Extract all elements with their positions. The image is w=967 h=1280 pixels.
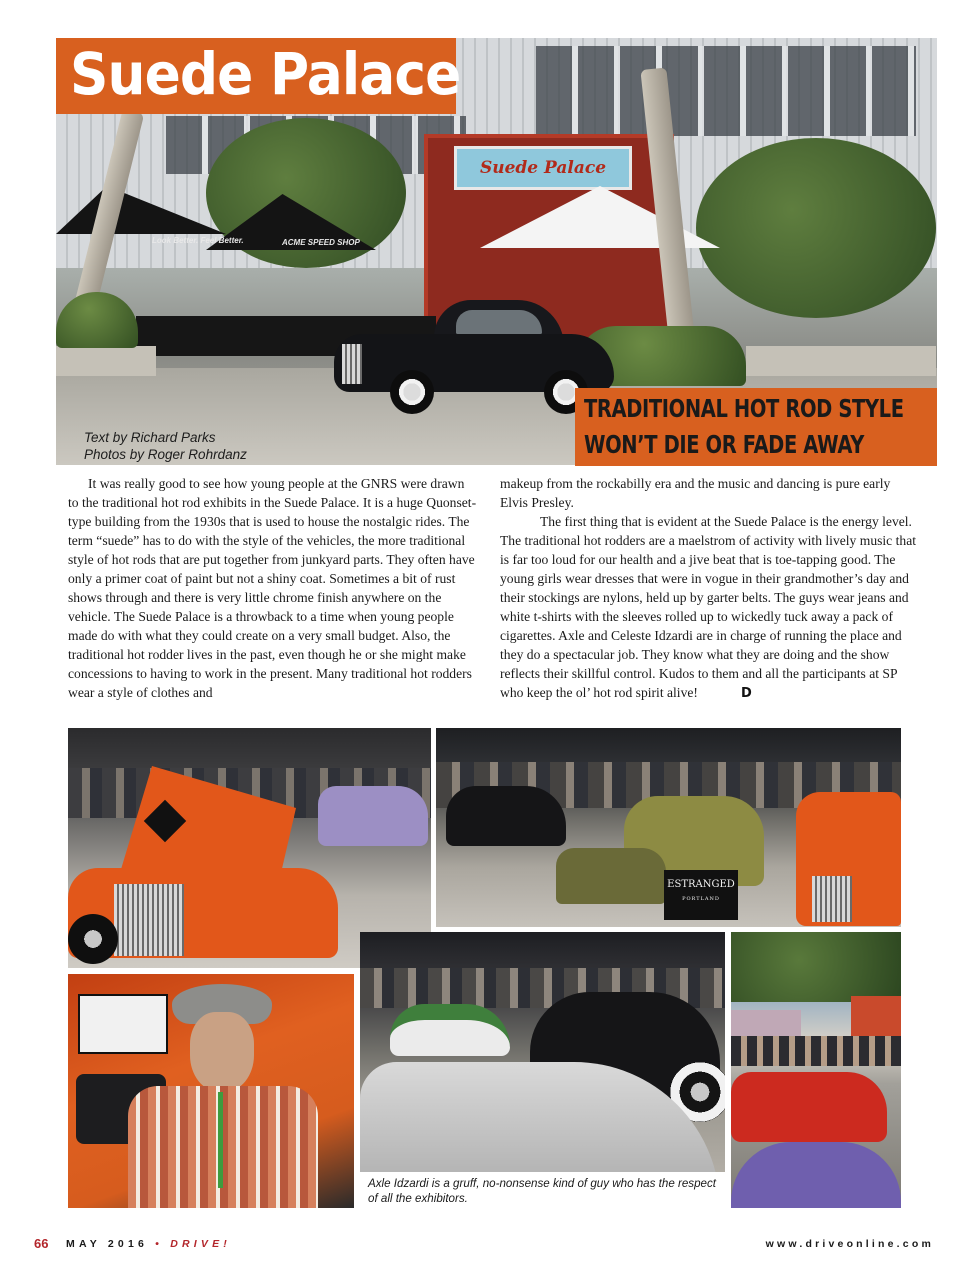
building-windows-right bbox=[536, 46, 916, 136]
tree-canopy-right bbox=[696, 138, 936, 318]
article-column-left bbox=[68, 474, 478, 702]
garage-ink-sign bbox=[78, 994, 168, 1054]
credit-photographer: Photos by Roger Rohrdanz bbox=[84, 447, 247, 462]
car-front-wheel bbox=[390, 370, 434, 414]
awning bbox=[731, 1010, 801, 1036]
issue-line bbox=[66, 1238, 231, 1250]
page-footer bbox=[34, 1236, 934, 1256]
article-title-box bbox=[56, 38, 461, 114]
photo-credits bbox=[84, 429, 247, 463]
article-title: Suede Palace bbox=[70, 40, 461, 108]
purple-car bbox=[731, 1142, 901, 1208]
article-column-right bbox=[500, 474, 920, 703]
black-sedan bbox=[446, 786, 566, 846]
crowd bbox=[731, 1036, 901, 1066]
orange-car-grille bbox=[114, 884, 184, 956]
suede-palace-sign: Suede Palace bbox=[454, 146, 632, 190]
tree-canopy bbox=[731, 932, 901, 1002]
issue-date: MAY 2016 bbox=[66, 1238, 149, 1250]
man-plaid-shirt bbox=[128, 1086, 318, 1208]
page-number: 66 bbox=[34, 1236, 49, 1251]
lanyard bbox=[218, 1092, 223, 1188]
photo-outdoor-red-cars bbox=[731, 932, 901, 1208]
green-white-sedan bbox=[390, 1004, 510, 1056]
subtitle-line-1: TRADITIONAL HOT ROD STYLE bbox=[584, 394, 904, 423]
rusty-pickup bbox=[556, 848, 666, 904]
orange-car-grille bbox=[812, 876, 852, 922]
lavender-car bbox=[318, 786, 428, 846]
photo-caption: Axle Idzardi is a gruff, no-nonsense kind of guy who has the respect of all the exhibitors. bbox=[368, 1177, 717, 1205]
car-grille bbox=[342, 344, 362, 384]
estranged-sign-title: ESTRANGED bbox=[667, 879, 735, 890]
article-subtitle-box bbox=[575, 388, 937, 466]
estranged-club-sign bbox=[664, 870, 738, 920]
article-paragraph bbox=[500, 512, 920, 703]
website-url: www.driveonline.com bbox=[765, 1238, 934, 1250]
tent-right-label: ACME SPEED SHOP bbox=[282, 238, 360, 247]
article-paragraph-text: The first thing that is evident at the Suede Palace is the energy level. The traditional hot rodders are a maelstrom of activity with lively music that is far too loud for our health and a jive beat that is toe-tapping good. The young girls wear dresses that were in vogue in their grandmother’s day and their stockings are nylons, held up by garter belts. The guys wear jeans and white t-shirts with the sleeves rolled up to wickedly tuck away a pack of cigarettes. Axle and Celeste Idzardi are in charge of running the place and they do a spectacular job. They know what they are doing and the show reflects their skillful control. Kudos to them and all the participants at SP who keep the ol’ hot rod spirit alive! bbox=[500, 514, 917, 700]
red-hot-rod bbox=[731, 1072, 887, 1142]
photo-show-floor-bonneville-racer bbox=[360, 932, 725, 1208]
article-paragraph: It was really good to see how young people at the GNRS were drawn to the traditional hot rod exhibits in the Suede Palace. It is a huge Quonset-type building from the 1930s that is used to house the nostalgic rides. The term “suede” has to do with the style of the vehicles, the more traditional style of hot rods that are put together from junkyard parts. They often have only a primer coat of paint but not a shiny coat. Sometimes a bit of rust shows through and there is very little chrome finish anywhere on the vehicle. The Suede Palace is a throwback to a time when young people made do with what they could create on a very small budget. Also, the traditional hot rodder lives in the past, even though he or she might make concessions to having to work in the present. Many traditional hot rodders wear a style of clothes and bbox=[68, 476, 477, 700]
planter-left bbox=[56, 346, 156, 376]
magazine-name: DRIVE! bbox=[170, 1238, 231, 1250]
man-face bbox=[190, 1012, 254, 1092]
credit-writer: Text by Richard Parks bbox=[84, 430, 216, 445]
photo-axle-idzardi-portrait bbox=[68, 974, 354, 1208]
hedge-left bbox=[56, 292, 138, 348]
tent-left-label: Look Better. Feel Better. bbox=[152, 236, 244, 245]
car-window bbox=[456, 310, 542, 334]
orange-car-tire bbox=[68, 914, 118, 964]
footer-separator: • bbox=[155, 1238, 164, 1250]
planter-right bbox=[746, 346, 936, 376]
black-hot-rod-coupe bbox=[334, 300, 614, 408]
article-paragraph-continued: makeup from the rockabilly era and the music and dancing is pure early Elvis Presley. bbox=[500, 476, 891, 510]
estranged-sign-location: PORTLAND bbox=[682, 896, 720, 902]
end-of-article-mark: D bbox=[740, 686, 752, 701]
subtitle-line-2: WON’T DIE OR FADE AWAY bbox=[584, 430, 864, 459]
